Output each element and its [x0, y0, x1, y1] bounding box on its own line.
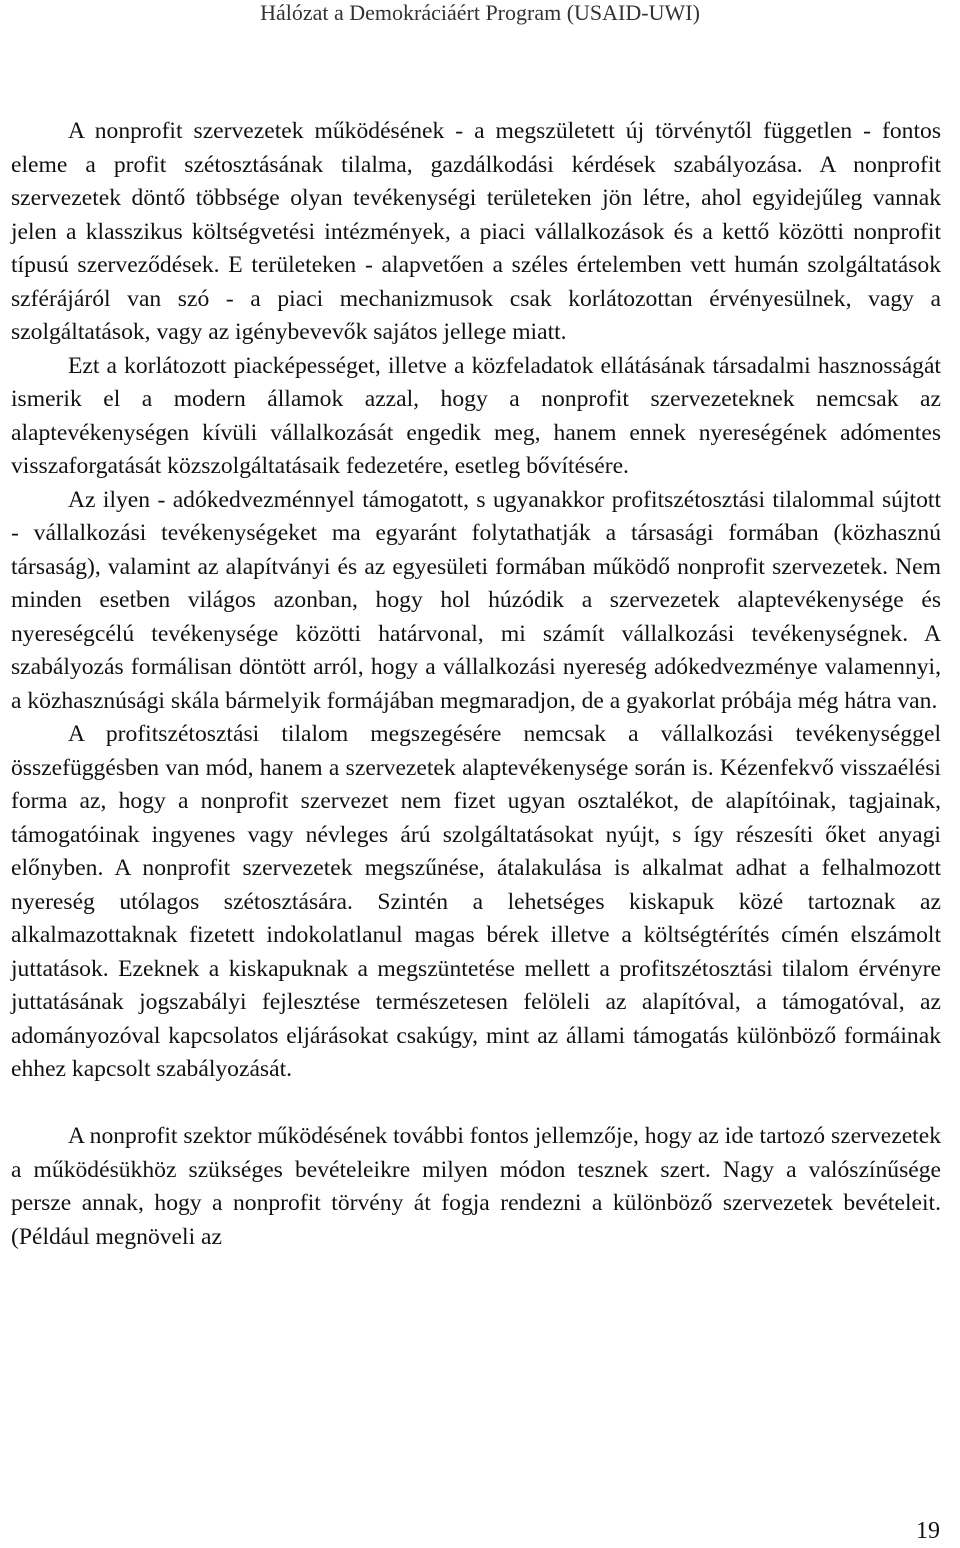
page-number: 19	[916, 1518, 940, 1544]
body-text	[11, 115, 941, 1254]
paragraph-2: Ezt a korlátozott piacképességet, illetve a közfeladatok ellátásának társadalmi hasznosságát ismerik el a modern államok azzal, hogy a nonprofit szervezeteknek nemcsak az alaptevékenységen kívüli vállalkozását engedik meg, hanem ennek nyereségének adómentes visszaforgatását közszolgáltatásaik fedezetére, esetleg bővítésére.	[11, 352, 941, 479]
running-header: Hálózat a Demokráciáért Program (USAID-UWI)	[260, 0, 700, 25]
paragraph-4: A profitszétosztási tilalom megszegésére nemcsak a vállalkozási tevékenységgel összefüggésben van mód, hanem a szervezetek alaptevékenysége során is. Kézenfekvő visszaélési forma az, hogy a nonprofit szervezet nem fizet ugyan osztalékot, de alapítóinak, tagjainak, támogatóinak ingyenes vagy névleges árú szolgáltatásokat nyújt, s így részesíti őket anyagi előnyben. A nonprofit szervezetek megszűnése, átalakulása is alkalmat adhat a felhalmozott nyereség utólagos szétosztására. Szintén a lehetséges kiskapuk közé tartoznak az alkalmazottaknak fizetett indokolatlanul magas bérek illetve a költségtérítés címén elszámolt juttatások. Ezeknek a kiskapuknak a megszüntetése mellett a profitszétosztási tilalom érvényre juttatásának jogszabályi fejlesztése természetesen felöleli az alapítóval, a támogatóval, az adományozóval kapcsolatos eljárásokat csakúgy, mint az állami támogatás különböző formáinak ehhez kapcsolt szabályozását.	[11, 721, 941, 1082]
paragraph-3: Az ilyen - adókedvezménnyel támogatott, s ugyanakkor profitszétosztási tilalommal sújtott - vállalkozási tevékenységeket ma egyaránt folytathatják a társasági formában (közhasznú társaság), valamint az alapítványi és az egyesületi formában működő nonprofit szervezetek. Nem minden esetben világos azonban, hogy hol húzódik a szervezetek alaptevékenysége és nyereségcélú tevékenysége közötti határvonal, mi számít vállalkozási tevékenységnek. A szabályozás formálisan döntött arról, hogy a vállalkozási nyereség adókedvezménye valamennyi, a közhasznúsági skála bármelyik formájában megmaradjon, de a gyakorlat próbája még hátra van.	[11, 486, 941, 714]
paragraph-1: A nonprofit szervezetek működésének - a megszületett új törvénytől független - fontos eleme a profit szétosztásának tilalma, gazdálkodási kérdések szabályozása. A nonprofit szervezetek döntő többsége olyan tevékenységi területeken jön létre, ahol egyidejűleg vannak jelen a klasszikus költségvetési intézmények, a piaci vállalkozások és a kettő közötti nonprofit típusú szerveződések. E területeken - alapvetően a széles értelemben vett humán szolgáltatások szférájáról van szó - a piaci mechanizmusok csak korlátozottan érvényesülnek, vagy a szolgáltatások, vagy az igénybevevők sajátos jellege miatt.	[11, 118, 941, 345]
paragraph-5: A nonprofit szektor működésének további fontos jellemzője, hogy az ide tartozó szervezetek a működésükhöz szükséges bevételeikre milyen módon tesznek szert. Nagy a valószínűsége persze annak, hogy a nonprofit törvény át fogja rendezni a különböző szervezetek bevételeit. (Például megnöveli az	[11, 1123, 941, 1250]
